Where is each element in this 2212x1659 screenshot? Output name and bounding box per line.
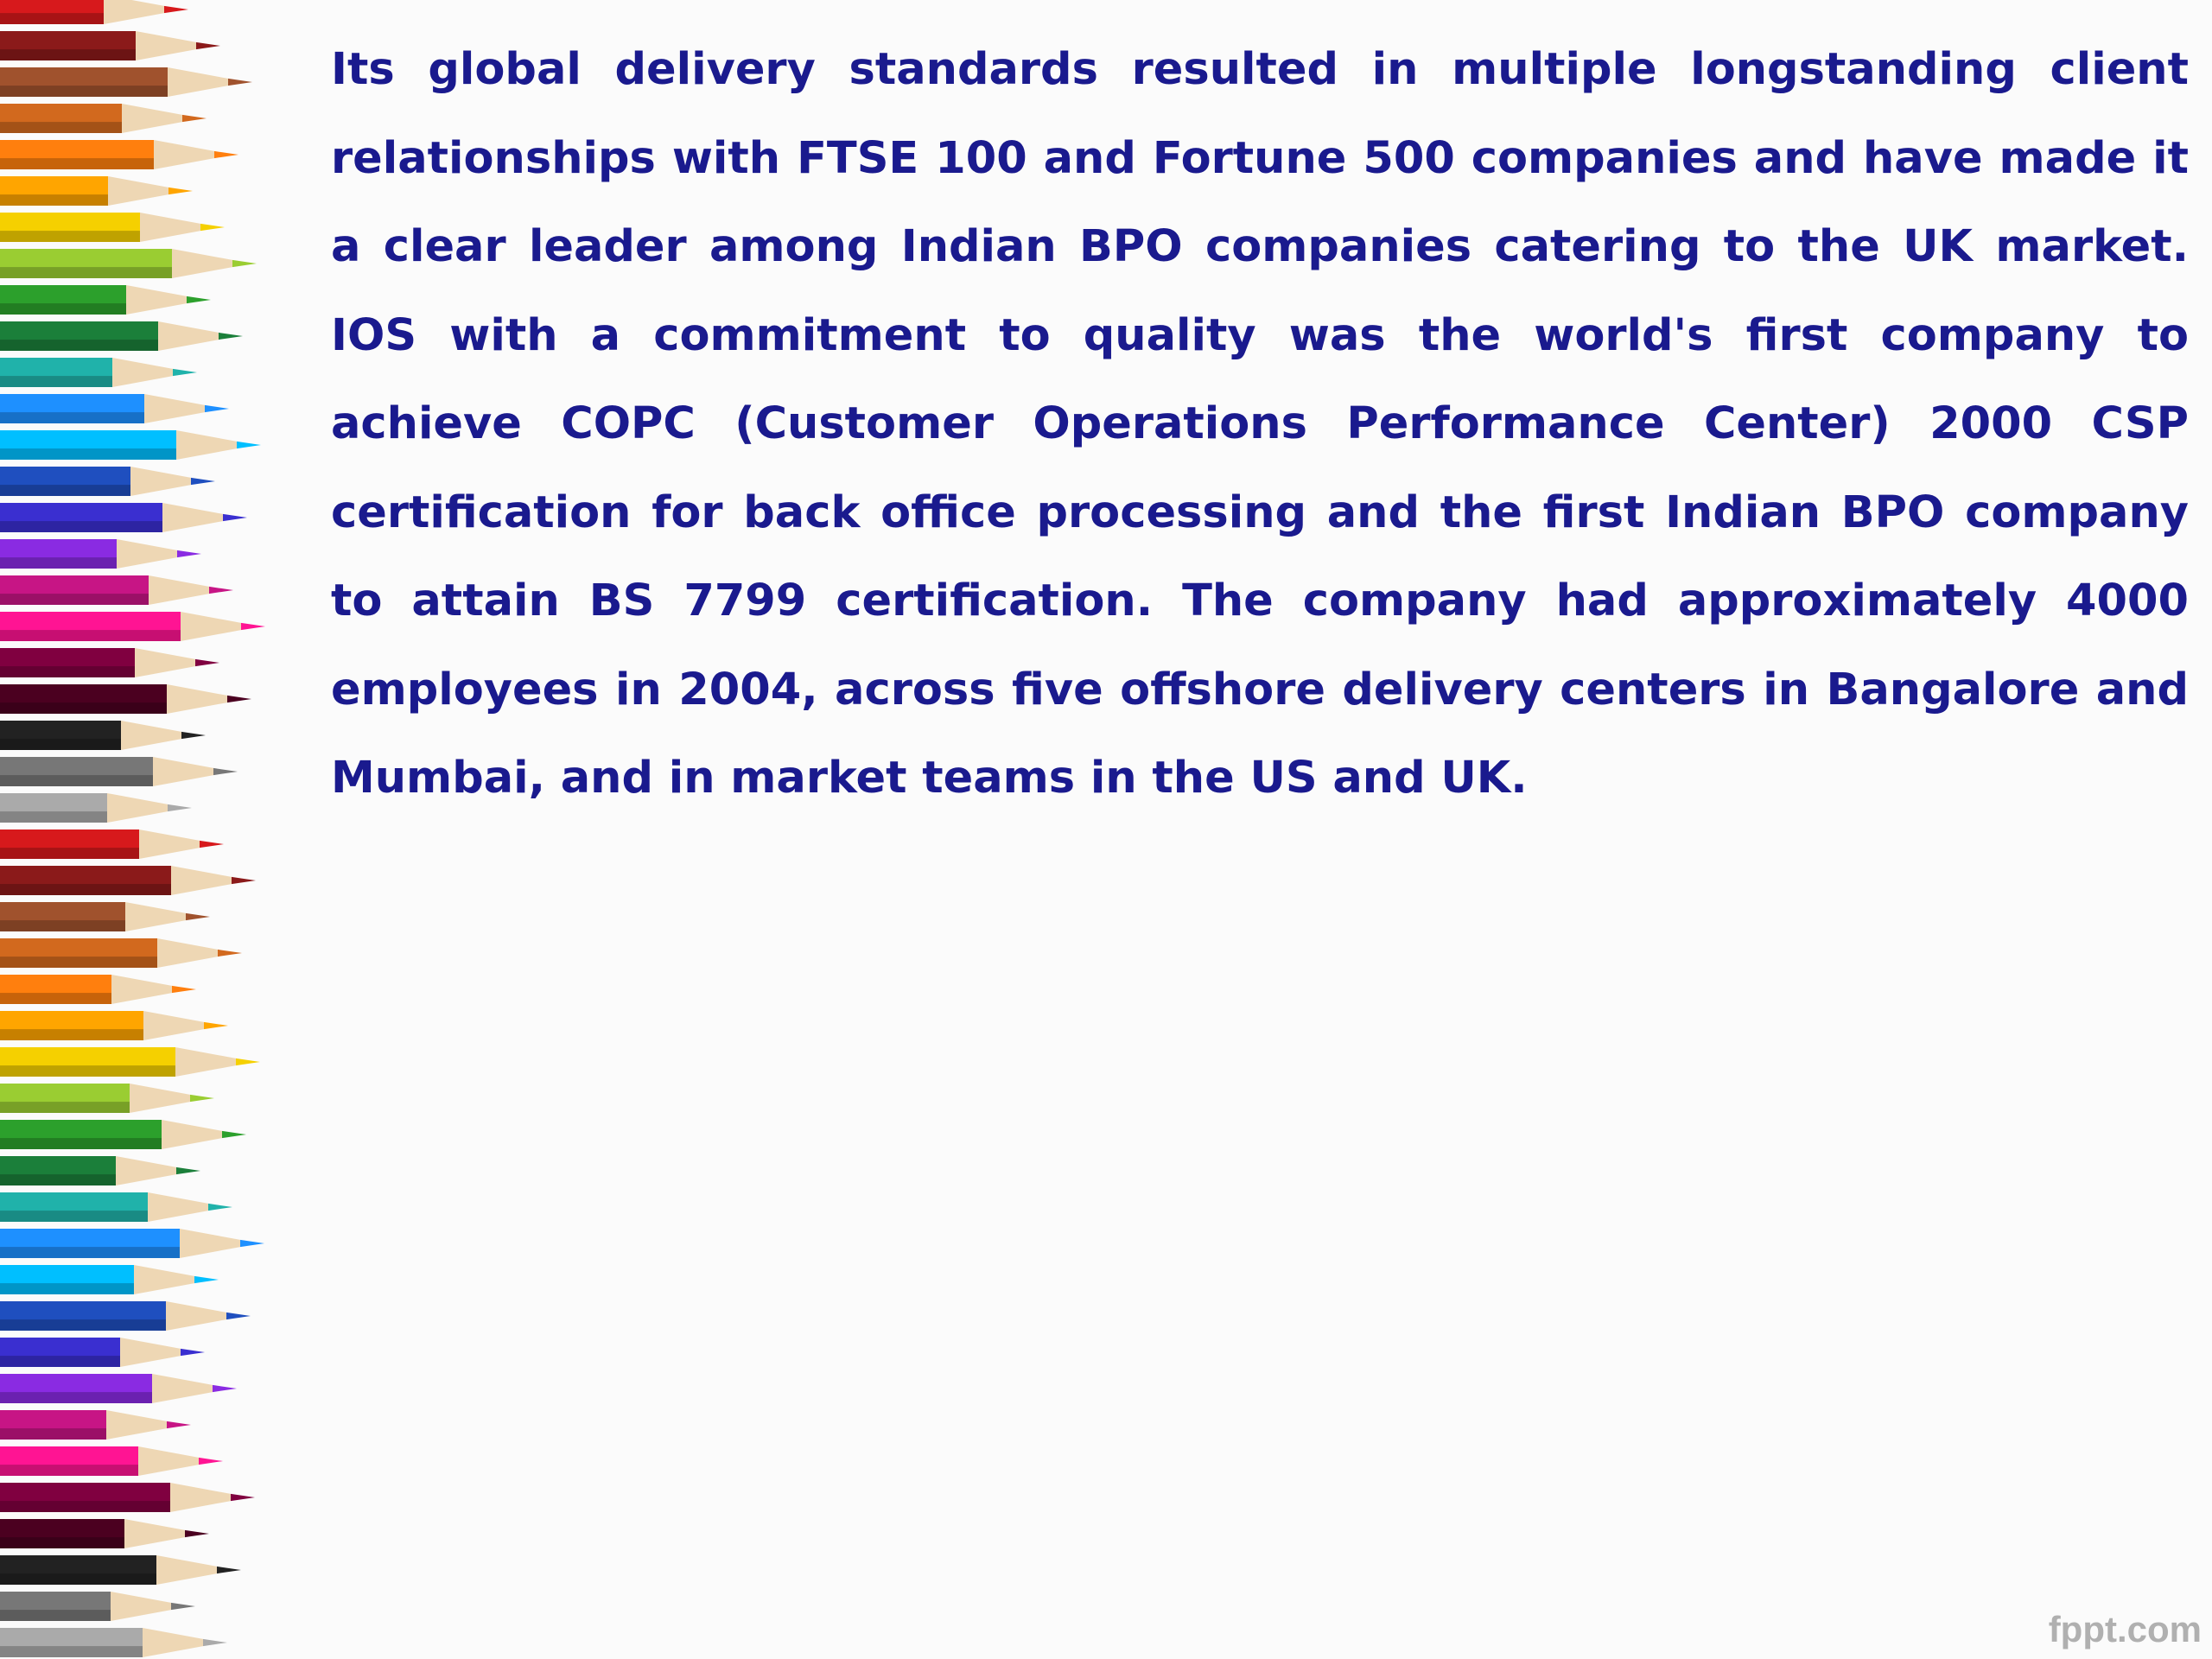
pencil — [0, 176, 193, 206]
pencil — [0, 0, 188, 24]
pencil — [0, 1483, 255, 1512]
pencil — [0, 213, 225, 242]
pencil — [0, 430, 261, 460]
pencil — [0, 31, 220, 60]
pencil — [0, 1446, 223, 1476]
pencil — [0, 1156, 200, 1185]
pencil — [0, 830, 224, 859]
pencil — [0, 938, 242, 968]
pencil — [0, 140, 238, 169]
pencil — [0, 394, 229, 423]
pencil — [0, 757, 238, 786]
pencil — [0, 1047, 260, 1077]
pencil — [0, 249, 257, 278]
pencil — [0, 1229, 264, 1258]
pencil — [0, 67, 252, 97]
pencil — [0, 684, 251, 714]
pencil — [0, 503, 247, 532]
pencil — [0, 793, 192, 823]
pencil — [0, 539, 201, 569]
pencil — [0, 902, 210, 931]
pencil — [0, 866, 256, 895]
pencil — [0, 1084, 214, 1113]
watermark-logo: fppt.com — [2048, 1609, 2202, 1649]
pencil — [0, 467, 215, 496]
pencil — [0, 104, 207, 133]
pencil — [0, 358, 197, 387]
pencil — [0, 1011, 228, 1040]
pencil — [0, 612, 265, 641]
pencil — [0, 1338, 205, 1367]
pencil — [0, 1120, 246, 1149]
pencil — [0, 285, 211, 315]
body-paragraph: Its global delivery standards resulted in multiple longstanding client relationships with FTSE 100 and Fortune 500 companies and have made it a clear leader among Indian BPO companies catering to the UK market. IOS with a commitment to quality was the world's first company to achieve COPC (Customer Operations Performance Center) 2000 CSP certification for back office processing and the first Indian BPO company to attain BS 7799 certification. The company had approximately 4000 employees in 2004, across five offshore delivery centers in Bangalore and Mumbai, and in market teams in the US and UK. — [331, 44, 2189, 804]
pencil — [0, 1301, 251, 1331]
pencil — [0, 1628, 227, 1657]
pencil — [0, 1265, 219, 1294]
pencil — [0, 1192, 232, 1222]
pencil — [0, 1519, 209, 1548]
pencil — [0, 1592, 195, 1621]
pencil — [0, 721, 206, 750]
pencil — [0, 575, 233, 605]
pencil — [0, 321, 243, 351]
pencil — [0, 1555, 241, 1585]
pencil — [0, 975, 196, 1004]
pencil — [0, 648, 219, 677]
pencil — [0, 1374, 237, 1403]
pencil — [0, 1410, 191, 1440]
colored-pencils-decoration — [0, 0, 294, 1659]
